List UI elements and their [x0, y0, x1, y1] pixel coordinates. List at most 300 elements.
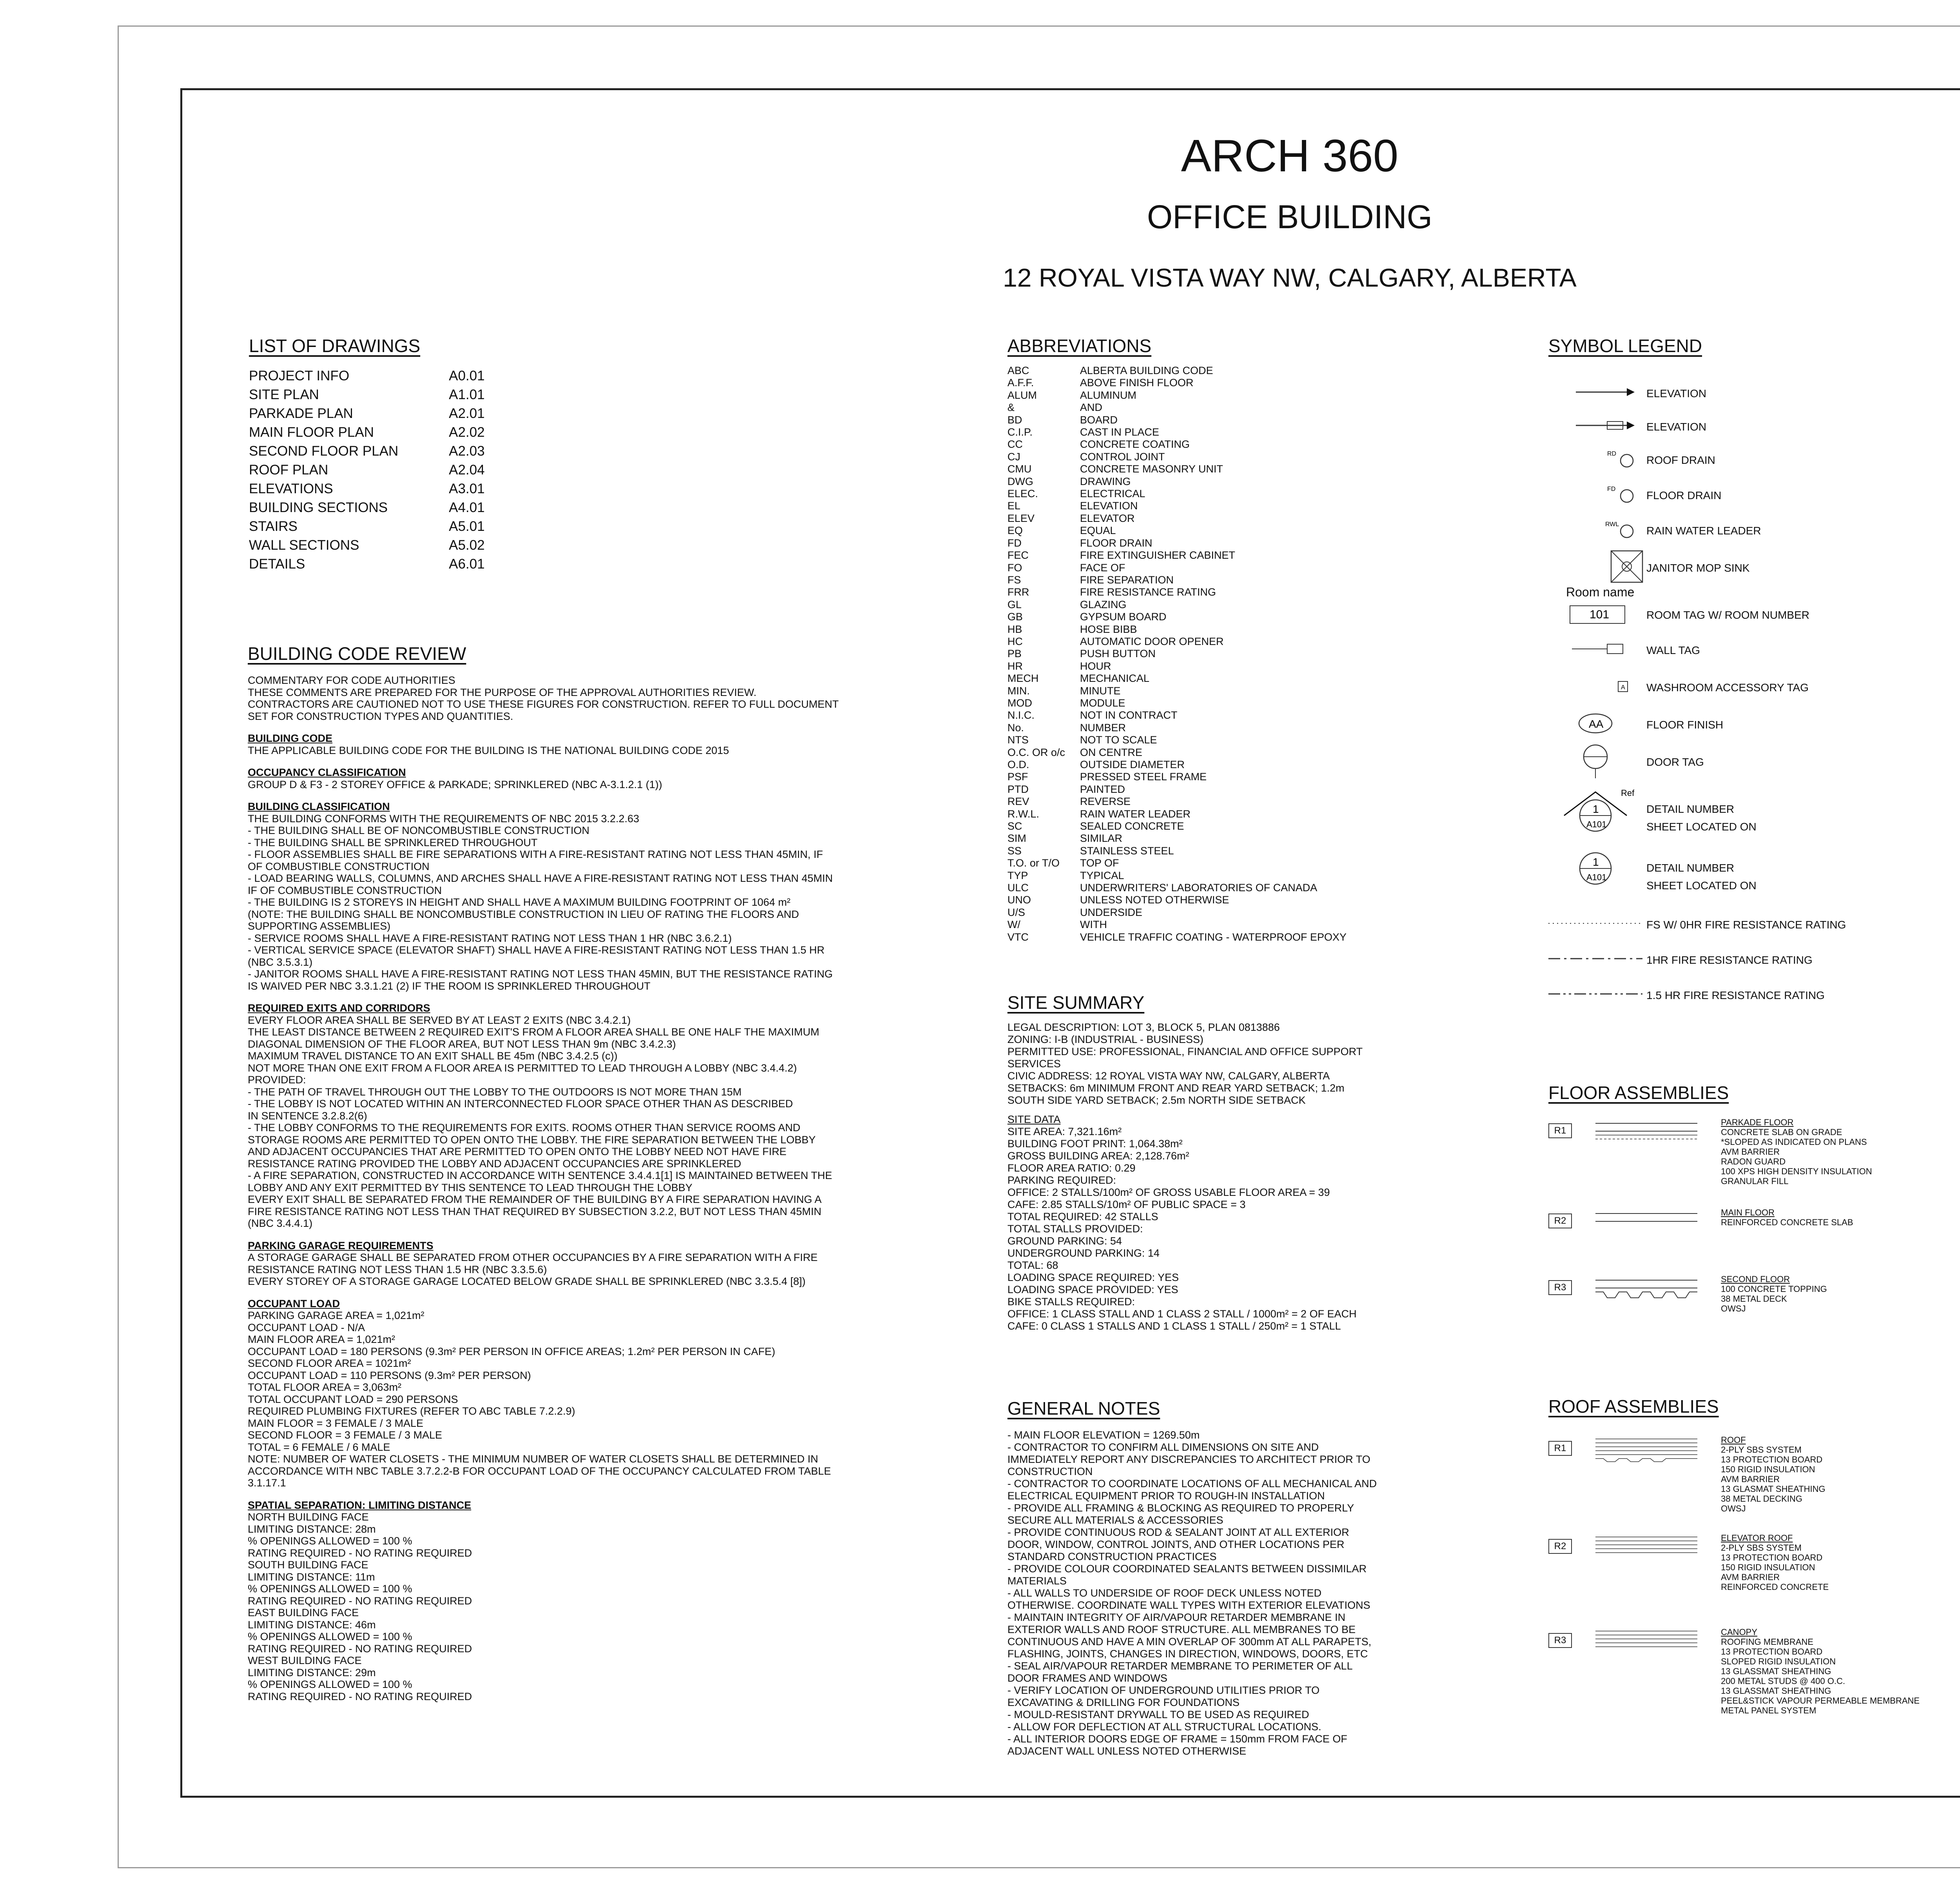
assembly-layer: 2-PLY SBS SYSTEM: [1721, 1445, 1802, 1455]
drawing-name: WALL SECTIONS: [249, 538, 359, 553]
abbreviation-meaning: CONTROL JOINT: [1080, 451, 1165, 463]
code-review-line: IS WAIVED PER NBC 3.3.1.21 (2) IF THE ROOM IS SPRINKLERED THROUGHOUT: [248, 980, 651, 992]
legend-label: DOOR TAG: [1646, 756, 1704, 768]
abbreviation-row: [1007, 377, 1517, 389]
abbreviation-row: [1007, 365, 1517, 377]
abbreviation-row: [1007, 660, 1517, 672]
general-notes-heading: GENERAL NOTES: [1007, 1398, 1160, 1419]
drawing-number: A2.02: [449, 425, 485, 440]
abbreviation-row: [1007, 500, 1517, 512]
legend-symbol: [1548, 847, 1646, 890]
abbreviation-meaning: ABOVE FINISH FLOOR: [1080, 377, 1194, 389]
assembly-layer: ROOFING MEMBRANE: [1721, 1637, 1813, 1647]
code-review-line: RATING REQUIRED - NO RATING REQUIRED: [248, 1595, 472, 1607]
legend-label: ROOF DRAIN: [1646, 454, 1715, 466]
code-review-line: MAIN FLOOR AREA = 1,021m²: [248, 1333, 395, 1345]
legend-symbol: [1548, 741, 1646, 780]
code-review-line: (NBC 3.5.3.1): [248, 956, 313, 968]
assembly-layer: 100 XPS HIGH DENSITY INSULATION: [1721, 1166, 1872, 1176]
abbreviations-heading: ABBREVIATIONS: [1007, 336, 1152, 356]
code-review-subheading: BUILDING CODE: [248, 732, 332, 744]
abbreviation-meaning: CONCRETE MASONRY UNIT: [1080, 463, 1223, 475]
abbreviation-meaning: DRAWING: [1080, 475, 1131, 487]
legend-symbol: [1548, 712, 1646, 735]
site-line: LEGAL DESCRIPTION: LOT 3, BLOCK 5, PLAN 0813886: [1007, 1021, 1280, 1033]
abbreviation-row: [1007, 845, 1517, 857]
abbreviation-row: [1007, 549, 1517, 561]
abbreviation-row: [1007, 771, 1517, 783]
abbreviation-code: UNO: [1007, 894, 1031, 906]
legend-label: JANITOR MOP SINK: [1646, 562, 1750, 574]
code-review-subheading: REQUIRED EXITS AND CORRIDORS: [248, 1002, 430, 1014]
site-data-line: TOTAL REQUIRED: 42 STALLS: [1007, 1211, 1158, 1223]
abbreviation-code: NTS: [1007, 734, 1029, 746]
assembly-title: PARKADE FLOOR: [1721, 1117, 1794, 1127]
code-review-line: OCCUPANT LOAD = 180 PERSONS (9.3m² PER PERSON IN OFFICE AREAS; 1.2m² PER PERSON IN CAFE): [248, 1345, 775, 1357]
code-review-subheading: BUILDING CLASSIFICATION: [248, 801, 390, 812]
code-review-line: - THE BUILDING SHALL BE SPRINKLERED THROUGHOUT: [248, 836, 538, 848]
svg-text:RD: RD: [1607, 451, 1617, 457]
code-review-line: IF OF COMBUSTIBLE CONSTRUCTION: [248, 884, 442, 896]
code-review-line: EVERY FLOOR AREA SHALL BE SERVED BY AT LEAST 2 EXITS (NBC 3.4.2.1): [248, 1014, 631, 1026]
legend-label: SHEET LOCATED ON: [1646, 821, 1757, 833]
assembly-layer: 100 CONCRETE TOPPING: [1721, 1284, 1827, 1294]
site-data-line: TOTAL STALLS PROVIDED:: [1007, 1223, 1143, 1235]
assembly-layer: 13 GLASMAT SHEATHING: [1721, 1484, 1826, 1494]
abbreviation-code: BD: [1007, 414, 1022, 426]
abbreviation-meaning: ALBERTA BUILDING CODE: [1080, 365, 1213, 376]
abbreviation-code: C.I.P.: [1007, 426, 1033, 438]
assembly-tag: R3: [1548, 1280, 1572, 1295]
assembly-layer: RADON GUARD: [1721, 1157, 1786, 1166]
drawing-number: A6.01: [449, 556, 485, 572]
abbreviation-meaning: TYPICAL: [1080, 869, 1124, 881]
code-review-line: AND ADJACENT OCCUPANCIES THAT ARE PERMITTED TO OPEN ONTO THE LOBBY NEED NOT HAVE FIRE: [248, 1146, 787, 1157]
abbreviation-code: PB: [1007, 648, 1022, 660]
abbreviation-code: ELEV: [1007, 512, 1035, 524]
abbreviation-meaning: ON CENTRE: [1080, 746, 1143, 758]
abbreviation-meaning: SIMILAR: [1080, 832, 1123, 845]
abbreviation-row: [1007, 476, 1517, 488]
abbreviation-meaning: HOUR: [1080, 660, 1111, 672]
abbreviation-meaning: ELEVATION: [1080, 500, 1138, 512]
code-review-line: RESISTANCE RATING NOT LESS THAN 1.5 HR (NBC 3.3.5.6): [248, 1263, 547, 1275]
code-review-line: OF COMBUSTIBLE CONSTRUCTION: [248, 860, 430, 872]
assembly-layer: *SLOPED AS INDICATED ON PLANS: [1721, 1137, 1867, 1147]
abbreviation-row: [1007, 697, 1517, 709]
legend-symbol: [1548, 447, 1646, 470]
note-line: - ALL INTERIOR DOORS EDGE OF FRAME = 150mm FROM FACE OF: [1007, 1733, 1347, 1745]
abbreviation-code: CC: [1007, 438, 1023, 451]
abbreviation-row: [1007, 759, 1517, 771]
site-summary-body: [1007, 1021, 1595, 1332]
drawing-number: A0.01: [449, 368, 485, 383]
assembly-row: [1548, 1435, 1826, 1513]
note-line: FLASHING, JOINTS, CHANGES IN DIRECTION, WINDOWS, DOORS, ETC: [1007, 1648, 1368, 1660]
abbreviation-row: [1007, 722, 1517, 734]
abbreviation-row: [1007, 808, 1517, 820]
abbreviation-code: FD: [1007, 537, 1022, 549]
abbreviation-code: REV: [1007, 796, 1029, 808]
site-data-line: TOTAL: 68: [1007, 1259, 1058, 1271]
code-review-line: LIMITING DISTANCE: 46m: [248, 1619, 376, 1631]
assembly-layer: 150 RIGID INSULATION: [1721, 1464, 1815, 1474]
drawing-name: PROJECT INFO: [249, 368, 350, 383]
assembly-title: MAIN FLOOR: [1721, 1208, 1775, 1217]
drawing-row: [249, 385, 523, 404]
abbreviation-code: HB: [1007, 623, 1022, 635]
abbreviation-row: [1007, 525, 1517, 537]
drawing-number: A5.01: [449, 519, 485, 534]
legend-label: FLOOR FINISH: [1646, 719, 1724, 731]
legend-symbol: [1548, 637, 1646, 661]
note-line: - PROVIDE ALL FRAMING & BLOCKING AS REQUIRED TO PROPERLY: [1007, 1502, 1354, 1514]
assembly-layer: AVM BARRIER: [1721, 1474, 1780, 1484]
code-review-line: NORTH BUILDING FACE: [248, 1511, 369, 1523]
code-review-line: LIMITING DISTANCE: 11m: [248, 1571, 375, 1583]
site-line: SOUTH SIDE YARD SETBACK; 2.5m NORTH SIDE SETBACK: [1007, 1094, 1306, 1106]
code-review-line: FIRE RESISTANCE RATING NOT LESS THAN THAT REQUIRED BY SUBSECTION 3.2.2, BUT NOT LESS THAN 45MIN: [248, 1205, 822, 1217]
abbreviation-meaning: MECHANICAL: [1080, 672, 1150, 685]
abbreviation-row: [1007, 734, 1517, 746]
code-review-line: SECOND FLOOR AREA = 1021m²: [248, 1357, 411, 1369]
abbreviation-meaning: MODULE: [1080, 697, 1125, 709]
note-line: ADJACENT WALL UNLESS NOTED OTHERWISE: [1007, 1745, 1247, 1757]
abbreviation-code: MIN.: [1007, 685, 1030, 697]
site-line: CIVIC ADDRESS: 12 ROYAL VISTA WAY NW, CALGARY, ALBERTA: [1007, 1070, 1330, 1082]
abbreviation-row: [1007, 562, 1517, 574]
site-data-line: UNDERGROUND PARKING: 14: [1007, 1247, 1160, 1259]
code-review-line: ACCORDANCE WITH NBC TABLE 3.7.2.2-B FOR OCCUPANT LOAD OF THE OCCUPANCY CALCULATED FROM TABLE: [248, 1465, 831, 1477]
abbreviation-meaning: ALUMINUM: [1080, 389, 1137, 401]
legend-label: FS W/ 0HR FIRE RESISTANCE RATING: [1646, 919, 1846, 931]
note-line: - CONTRACTOR TO CONFIRM ALL DIMENSIONS ON SITE AND: [1007, 1441, 1319, 1453]
abbreviation-meaning: PUSH BUTTON: [1080, 648, 1156, 660]
legend-label: WASHROOM ACCESSORY TAG: [1646, 681, 1809, 694]
abbreviation-meaning: ELECTRICAL: [1080, 488, 1145, 500]
abbreviation-meaning: CONCRETE COATING: [1080, 438, 1190, 451]
legend-symbol: [1548, 674, 1646, 698]
assembly-title: SECOND FLOOR: [1721, 1274, 1790, 1284]
abbreviation-meaning: FIRE EXTINGUISHER CABINET: [1080, 549, 1236, 561]
site-data-line: LOADING SPACE PROVIDED: YES: [1007, 1284, 1178, 1295]
abbreviation-meaning: PAINTED: [1080, 783, 1125, 795]
abbreviation-row: [1007, 783, 1517, 796]
abbreviation-meaning: REVERSE: [1080, 796, 1131, 808]
drawing-name: STAIRS: [249, 519, 298, 534]
abbreviation-meaning: UNLESS NOTED OTHERWISE: [1080, 894, 1229, 906]
assembly-layer: 13 PROTECTION BOARD: [1721, 1455, 1823, 1464]
code-review-line: PROVIDED:: [248, 1074, 306, 1086]
assembly-layer: CONCRETE SLAB ON GRADE: [1721, 1127, 1842, 1137]
legend-label: DETAIL NUMBER: [1646, 803, 1735, 815]
abbreviation-meaning: PRESSED STEEL FRAME: [1080, 771, 1207, 783]
note-line: ELECTRICAL EQUIPMENT PRIOR TO ROUGH-IN INSTALLATION: [1007, 1490, 1325, 1502]
drawing-row: [249, 498, 523, 517]
assembly-row: [1548, 1274, 1827, 1313]
abbreviation-row: [1007, 857, 1517, 869]
code-review-line: 3.1.17.1: [248, 1477, 286, 1489]
legend-symbol: [1548, 912, 1646, 935]
assembly-layer: 150 RIGID INSULATION: [1721, 1562, 1815, 1572]
drawing-number: A2.04: [449, 462, 485, 478]
abbreviation-row: [1007, 685, 1517, 697]
assembly-description: [1721, 1117, 1872, 1186]
abbreviation-row: [1007, 623, 1517, 636]
abbreviation-code: FS: [1007, 574, 1021, 586]
abbreviation-meaning: CAST IN PLACE: [1080, 426, 1160, 438]
site-data-line: FLOOR AREA RATIO: 0.29: [1007, 1162, 1136, 1174]
code-review-line: LIMITING DISTANCE: 29m: [248, 1666, 376, 1679]
code-review-line: (NOTE: THE BUILDING SHALL BE NONCOMBUSTIBLE CONSTRUCTION IN LIEU OF RATING THE FLOORS AND: [248, 908, 799, 920]
abbreviation-meaning: UNDERSIDE: [1080, 906, 1143, 918]
legend-symbol: [1548, 482, 1646, 506]
svg-text:A: A: [1621, 684, 1625, 691]
assembly-layer: PEEL&STICK VAPOUR PERMEABLE MEMBRANE: [1721, 1696, 1920, 1706]
note-line: IMMEDIATELY REPORT ANY DISCREPANCIES TO ARCHITECT PRIOR TO: [1007, 1453, 1370, 1465]
abbreviation-code: TYP: [1007, 869, 1028, 881]
note-line: MATERIALS: [1007, 1575, 1067, 1587]
abbreviation-code: MOD: [1007, 697, 1032, 709]
abbreviation-code: EL: [1007, 500, 1021, 512]
abbreviation-code: DWG: [1007, 475, 1033, 487]
abbreviation-meaning: RAIN WATER LEADER: [1080, 808, 1191, 820]
abbreviation-row: [1007, 906, 1517, 919]
code-review-line: MAIN FLOOR = 3 FEMALE / 3 MALE: [248, 1417, 423, 1429]
assembly-row: [1548, 1117, 1872, 1186]
assembly-row: [1548, 1208, 1853, 1231]
abbreviation-row: [1007, 426, 1517, 438]
legend-symbol: [1548, 982, 1646, 1006]
code-review-line: SET FOR CONSTRUCTION TYPES AND QUANTITIES.: [248, 710, 514, 722]
abbreviation-row: [1007, 438, 1517, 451]
abbreviation-row: [1007, 389, 1517, 401]
site-data-line: LOADING SPACE REQUIRED: YES: [1007, 1272, 1179, 1283]
assembly-section-drawing: [1595, 1208, 1701, 1231]
drawing-row: [249, 442, 523, 461]
code-review-line: % OPENINGS ALLOWED = 100 %: [248, 1631, 412, 1642]
svg-text:FD: FD: [1607, 486, 1616, 492]
assembly-tag: R2: [1548, 1539, 1572, 1554]
note-line: - ALL WALLS TO UNDERSIDE OF ROOF DECK UNLESS NOTED: [1007, 1587, 1322, 1599]
page-subtitle: OFFICE BUILDING: [1147, 198, 1433, 235]
legend-label: DETAIL NUMBER: [1646, 862, 1735, 874]
code-review-line: - A FIRE SEPARATION, CONSTRUCTED IN ACCORDANCE WITH SENTENCE 3.4.4.1[1] IS MAINTAINED BETWEEN THE: [248, 1170, 832, 1181]
code-review-line: NOTE: NUMBER OF WATER CLOSETS - THE MINIMUM NUMBER OF WATER CLOSETS SHALL BE DETERMINED IN: [248, 1453, 818, 1465]
note-line: - SEAL AIR/VAPOUR RETARDER MEMBRANE TO PERIMETER OF ALL: [1007, 1660, 1353, 1672]
abbreviation-row: [1007, 709, 1517, 721]
abbreviation-row: [1007, 894, 1517, 906]
drawing-number: A2.01: [449, 406, 485, 421]
code-review-line: RATING REQUIRED - NO RATING REQUIRED: [248, 1690, 472, 1702]
assembly-title: ELEVATOR ROOF: [1721, 1533, 1793, 1543]
site-data-line: BIKE STALLS REQUIRED:: [1007, 1296, 1135, 1308]
assembly-row: [1548, 1627, 1920, 1715]
drawing-row: [249, 536, 523, 555]
abbreviation-row: [1007, 488, 1517, 500]
ref-label: Ref: [1621, 788, 1635, 798]
site-line: PERMITTED USE: PROFESSIONAL, FINANCIAL AND OFFICE SUPPORT: [1007, 1046, 1363, 1057]
code-review-line: - SERVICE ROOMS SHALL HAVE A FIRE-RESISTANT RATING NOT LESS THAN 1 HR (NBC 3.6.2.1): [248, 932, 732, 944]
abbreviation-meaning: TOP OF: [1080, 857, 1119, 869]
site-line: SETBACKS: 6m MINIMUM FRONT AND REAR YARD SETBACK; 1.2m: [1007, 1082, 1345, 1094]
legend-label: ELEVATION: [1646, 421, 1707, 433]
drawing-row: [249, 404, 523, 423]
drawing-row: [249, 461, 523, 480]
abbreviation-row: [1007, 919, 1517, 931]
drawing-name: BUILDING SECTIONS: [249, 500, 388, 515]
abbreviation-meaning: OUTSIDE DIAMETER: [1080, 759, 1185, 770]
assembly-layer: METAL PANEL SYSTEM: [1721, 1706, 1817, 1715]
assembly-section-drawing: [1595, 1274, 1701, 1298]
assembly-description: [1721, 1435, 1826, 1513]
assembly-layer: 38 METAL DECK: [1721, 1294, 1787, 1304]
code-review-line: LOBBY AND ANY EXIT PERMITTED BY THIS SENTENCE TO LEAD THROUGH THE LOBBY: [248, 1181, 693, 1194]
assembly-section-drawing: [1595, 1627, 1701, 1651]
note-line: STANDARD CONSTRUCTION PRACTICES: [1007, 1551, 1217, 1562]
abbreviation-meaning: AND: [1080, 401, 1103, 414]
drawing-number: A2.03: [449, 443, 485, 459]
code-review-subheading: PARKING GARAGE REQUIREMENTS: [248, 1239, 434, 1252]
code-review-line: OCCUPANT LOAD - N/A: [248, 1321, 365, 1333]
drawings-list: [249, 367, 523, 574]
abbreviation-meaning: SEALED CONCRETE: [1080, 820, 1184, 832]
abbreviation-code: ULC: [1007, 882, 1029, 894]
assembly-layer: 13 PROTECTION BOARD: [1721, 1553, 1823, 1562]
note-line: DOOR, WINDOW, CONTROL JOINTS, AND OTHER LOCATIONS PER: [1007, 1539, 1345, 1550]
drawing-number: A5.02: [449, 538, 485, 553]
legend-label: ELEVATION: [1646, 387, 1707, 400]
drawing-name: SECOND FLOOR PLAN: [249, 443, 399, 459]
floor-assemblies-heading: FLOOR ASSEMBLIES: [1548, 1083, 1729, 1103]
legend-label: SHEET LOCATED ON: [1646, 879, 1757, 892]
code-review-line: - JANITOR ROOMS SHALL HAVE A FIRE-RESISTANT RATING NOT LESS THAN 45MIN, BUT THE RESISTANCE RATING: [248, 968, 833, 980]
code-review-subheading: OCCUPANCY CLASSIFICATION: [248, 767, 406, 778]
site-data-line: BUILDING FOOT PRINT: 1,064.38m²: [1007, 1138, 1183, 1150]
note-line: EXTERIOR WALLS AND ROOF STRUCTURE. ALL MEMBRANES TO BE: [1007, 1624, 1356, 1635]
abbreviation-code: T.O. or T/O: [1007, 857, 1060, 869]
site-data-line: GROUND PARKING: 54: [1007, 1235, 1122, 1247]
code-review-line: - THE LOBBY IS NOT LOCATED WITHIN AN INTERCONNECTED FLOOR SPACE OTHER THAN AS DESCRIBED: [248, 1098, 793, 1110]
code-review-line: THE BUILDING CONFORMS WITH THE REQUIREMENTS OF NBC 2015 3.2.2.63: [248, 812, 639, 825]
abbreviation-row: [1007, 611, 1517, 623]
code-review-intro: [248, 674, 891, 722]
abbreviation-meaning: VEHICLE TRAFFIC COATING - WATERPROOF EPOXY: [1080, 931, 1347, 943]
roof-assemblies-heading: ROOF ASSEMBLIES: [1548, 1396, 1719, 1417]
note-line: - PROVIDE COLOUR COORDINATED SEALANTS BETWEEN DISSIMILAR: [1007, 1563, 1367, 1575]
drawing-row: [249, 517, 523, 536]
note-line: EXCAVATING & DRILLING FOR FOUNDATIONS: [1007, 1697, 1240, 1708]
drawing-row: [249, 423, 523, 442]
abbreviations-list: [1007, 365, 1517, 943]
assembly-layer: REINFORCED CONCRETE SLAB: [1721, 1217, 1853, 1227]
abbreviation-code: CMU: [1007, 463, 1032, 475]
abbreviation-code: SIM: [1007, 832, 1027, 845]
abbreviation-row: [1007, 747, 1517, 759]
abbreviation-code: EQ: [1007, 525, 1023, 537]
assembly-section-drawing: [1595, 1117, 1701, 1141]
abbreviation-code: PSF: [1007, 771, 1028, 783]
assembly-tag: R1: [1548, 1441, 1572, 1456]
note-line: - ALLOW FOR DEFLECTION AT ALL STRUCTURAL LOCATIONS.: [1007, 1721, 1321, 1733]
abbreviation-code: GB: [1007, 611, 1023, 623]
abbreviation-code: R.W.L.: [1007, 808, 1040, 820]
abbreviation-row: [1007, 414, 1517, 426]
abbreviation-row: [1007, 401, 1517, 414]
assembly-layer: 13 PROTECTION BOARD: [1721, 1647, 1823, 1657]
abbreviation-code: W/: [1007, 919, 1020, 931]
code-review-line: MAXIMUM TRAVEL DISTANCE TO AN EXIT SHALL BE 45m (NBC 3.4.2.5 (c)): [248, 1050, 618, 1062]
abbreviation-code: FEC: [1007, 549, 1029, 561]
note-line: SECURE ALL MATERIALS & ACCESSORIES: [1007, 1514, 1223, 1526]
code-review-line: TOTAL = 6 FEMALE / 6 MALE: [248, 1441, 390, 1453]
abbreviation-row: [1007, 451, 1517, 463]
assembly-row: [1548, 1533, 1829, 1592]
floor-finish-tag: AA: [1589, 718, 1604, 730]
abbreviation-row: [1007, 463, 1517, 475]
note-line: - VERIFY LOCATION OF UNDERGROUND UTILITIES PRIOR TO: [1007, 1684, 1320, 1696]
legend-symbol: [1548, 518, 1646, 541]
abbreviation-row: [1007, 512, 1517, 525]
abbreviation-code: HR: [1007, 660, 1023, 672]
assembly-layer: OWSJ: [1721, 1304, 1746, 1313]
site-data-line: SITE AREA: 7,321.16m²: [1007, 1126, 1122, 1137]
code-review-line: OCCUPANT LOAD = 110 PERSONS (9.3m² PER PERSON): [248, 1369, 531, 1381]
code-review-line: REQUIRED PLUMBING FIXTURES (REFER TO ABC TABLE 7.2.2.9): [248, 1405, 575, 1417]
abbreviation-code: FRR: [1007, 586, 1029, 598]
abbreviation-code: CJ: [1007, 451, 1020, 463]
assembly-layer: 13 GLASSMAT SHEATHING: [1721, 1666, 1831, 1676]
svg-text:RWL: RWL: [1605, 521, 1619, 528]
abbreviation-code: FO: [1007, 561, 1022, 574]
room-number-tag: 101: [1590, 608, 1610, 621]
code-review-line: A STORAGE GARAGE SHALL BE SEPARATED FROM OTHER OCCUPANCIES BY A FIRE SEPARATION WITH A FIRE: [248, 1252, 818, 1263]
abbreviation-meaning: NOT IN CONTRACT: [1080, 709, 1178, 721]
abbreviation-row: [1007, 648, 1517, 660]
abbreviation-meaning: FLOOR DRAIN: [1080, 537, 1152, 549]
drawing-name: PARKADE PLAN: [249, 406, 353, 421]
assembly-layer: SLOPED RIGID INSULATION: [1721, 1657, 1836, 1666]
assembly-layer: AVM BARRIER: [1721, 1572, 1780, 1582]
assembly-title: CANOPY: [1721, 1627, 1757, 1637]
page-title: ARCH 360: [1181, 130, 1399, 181]
code-review-line: LIMITING DISTANCE: 28m: [248, 1523, 376, 1535]
abbreviation-meaning: FIRE RESISTANCE RATING: [1080, 586, 1216, 598]
assembly-layer: GRANULAR FILL: [1721, 1176, 1789, 1186]
abbreviation-meaning: HOSE BIBB: [1080, 623, 1137, 635]
code-review-line: (NBC 3.4.4.1): [248, 1217, 313, 1229]
abbreviation-meaning: ELEVATOR: [1080, 512, 1135, 524]
code-review-line: PARKING GARAGE AREA = 1,021m²: [248, 1310, 425, 1321]
assembly-layer: REINFORCED CONCRETE: [1721, 1582, 1829, 1592]
note-line: - CONTRACTOR TO COORDINATE LOCATIONS OF ALL MECHANICAL AND: [1007, 1478, 1377, 1490]
code-review-line: EAST BUILDING FACE: [248, 1607, 359, 1619]
abbreviation-meaning: FIRE SEPARATION: [1080, 574, 1174, 586]
code-review-line: COMMENTARY FOR CODE AUTHORITIES: [248, 674, 456, 686]
site-data-line: GROSS BUILDING AREA: 2,128.76m²: [1007, 1150, 1189, 1162]
code-review-line: EVERY EXIT SHALL BE SEPARATED FROM THE REMAINDER OF THE BUILDING BY A FIRE SEPARATION HAVING A: [248, 1194, 822, 1205]
code-review-line: RESISTANCE RATING PROVIDED THE LOBBY AND ADJACENT OCCUPANCIES ARE SPRINKLERED: [248, 1157, 741, 1170]
assembly-layer: AVM BARRIER: [1721, 1147, 1780, 1157]
code-review-heading: BUILDING CODE REVIEW: [248, 643, 466, 664]
code-review-line: % OPENINGS ALLOWED = 100 %: [248, 1679, 412, 1690]
abbreviation-code: VTC: [1007, 931, 1029, 943]
abbreviation-row: [1007, 820, 1517, 832]
code-review-line: IN SENTENCE 3.2.8.2(6): [248, 1110, 367, 1122]
assembly-description: [1721, 1627, 1920, 1715]
code-review-line: - LOAD BEARING WALLS, COLUMNS, AND ARCHES SHALL HAVE A FIRE-RESISTANT RATING NOT LESS THAN 45MIN: [248, 872, 833, 884]
general-notes-body: [1007, 1429, 1595, 1757]
